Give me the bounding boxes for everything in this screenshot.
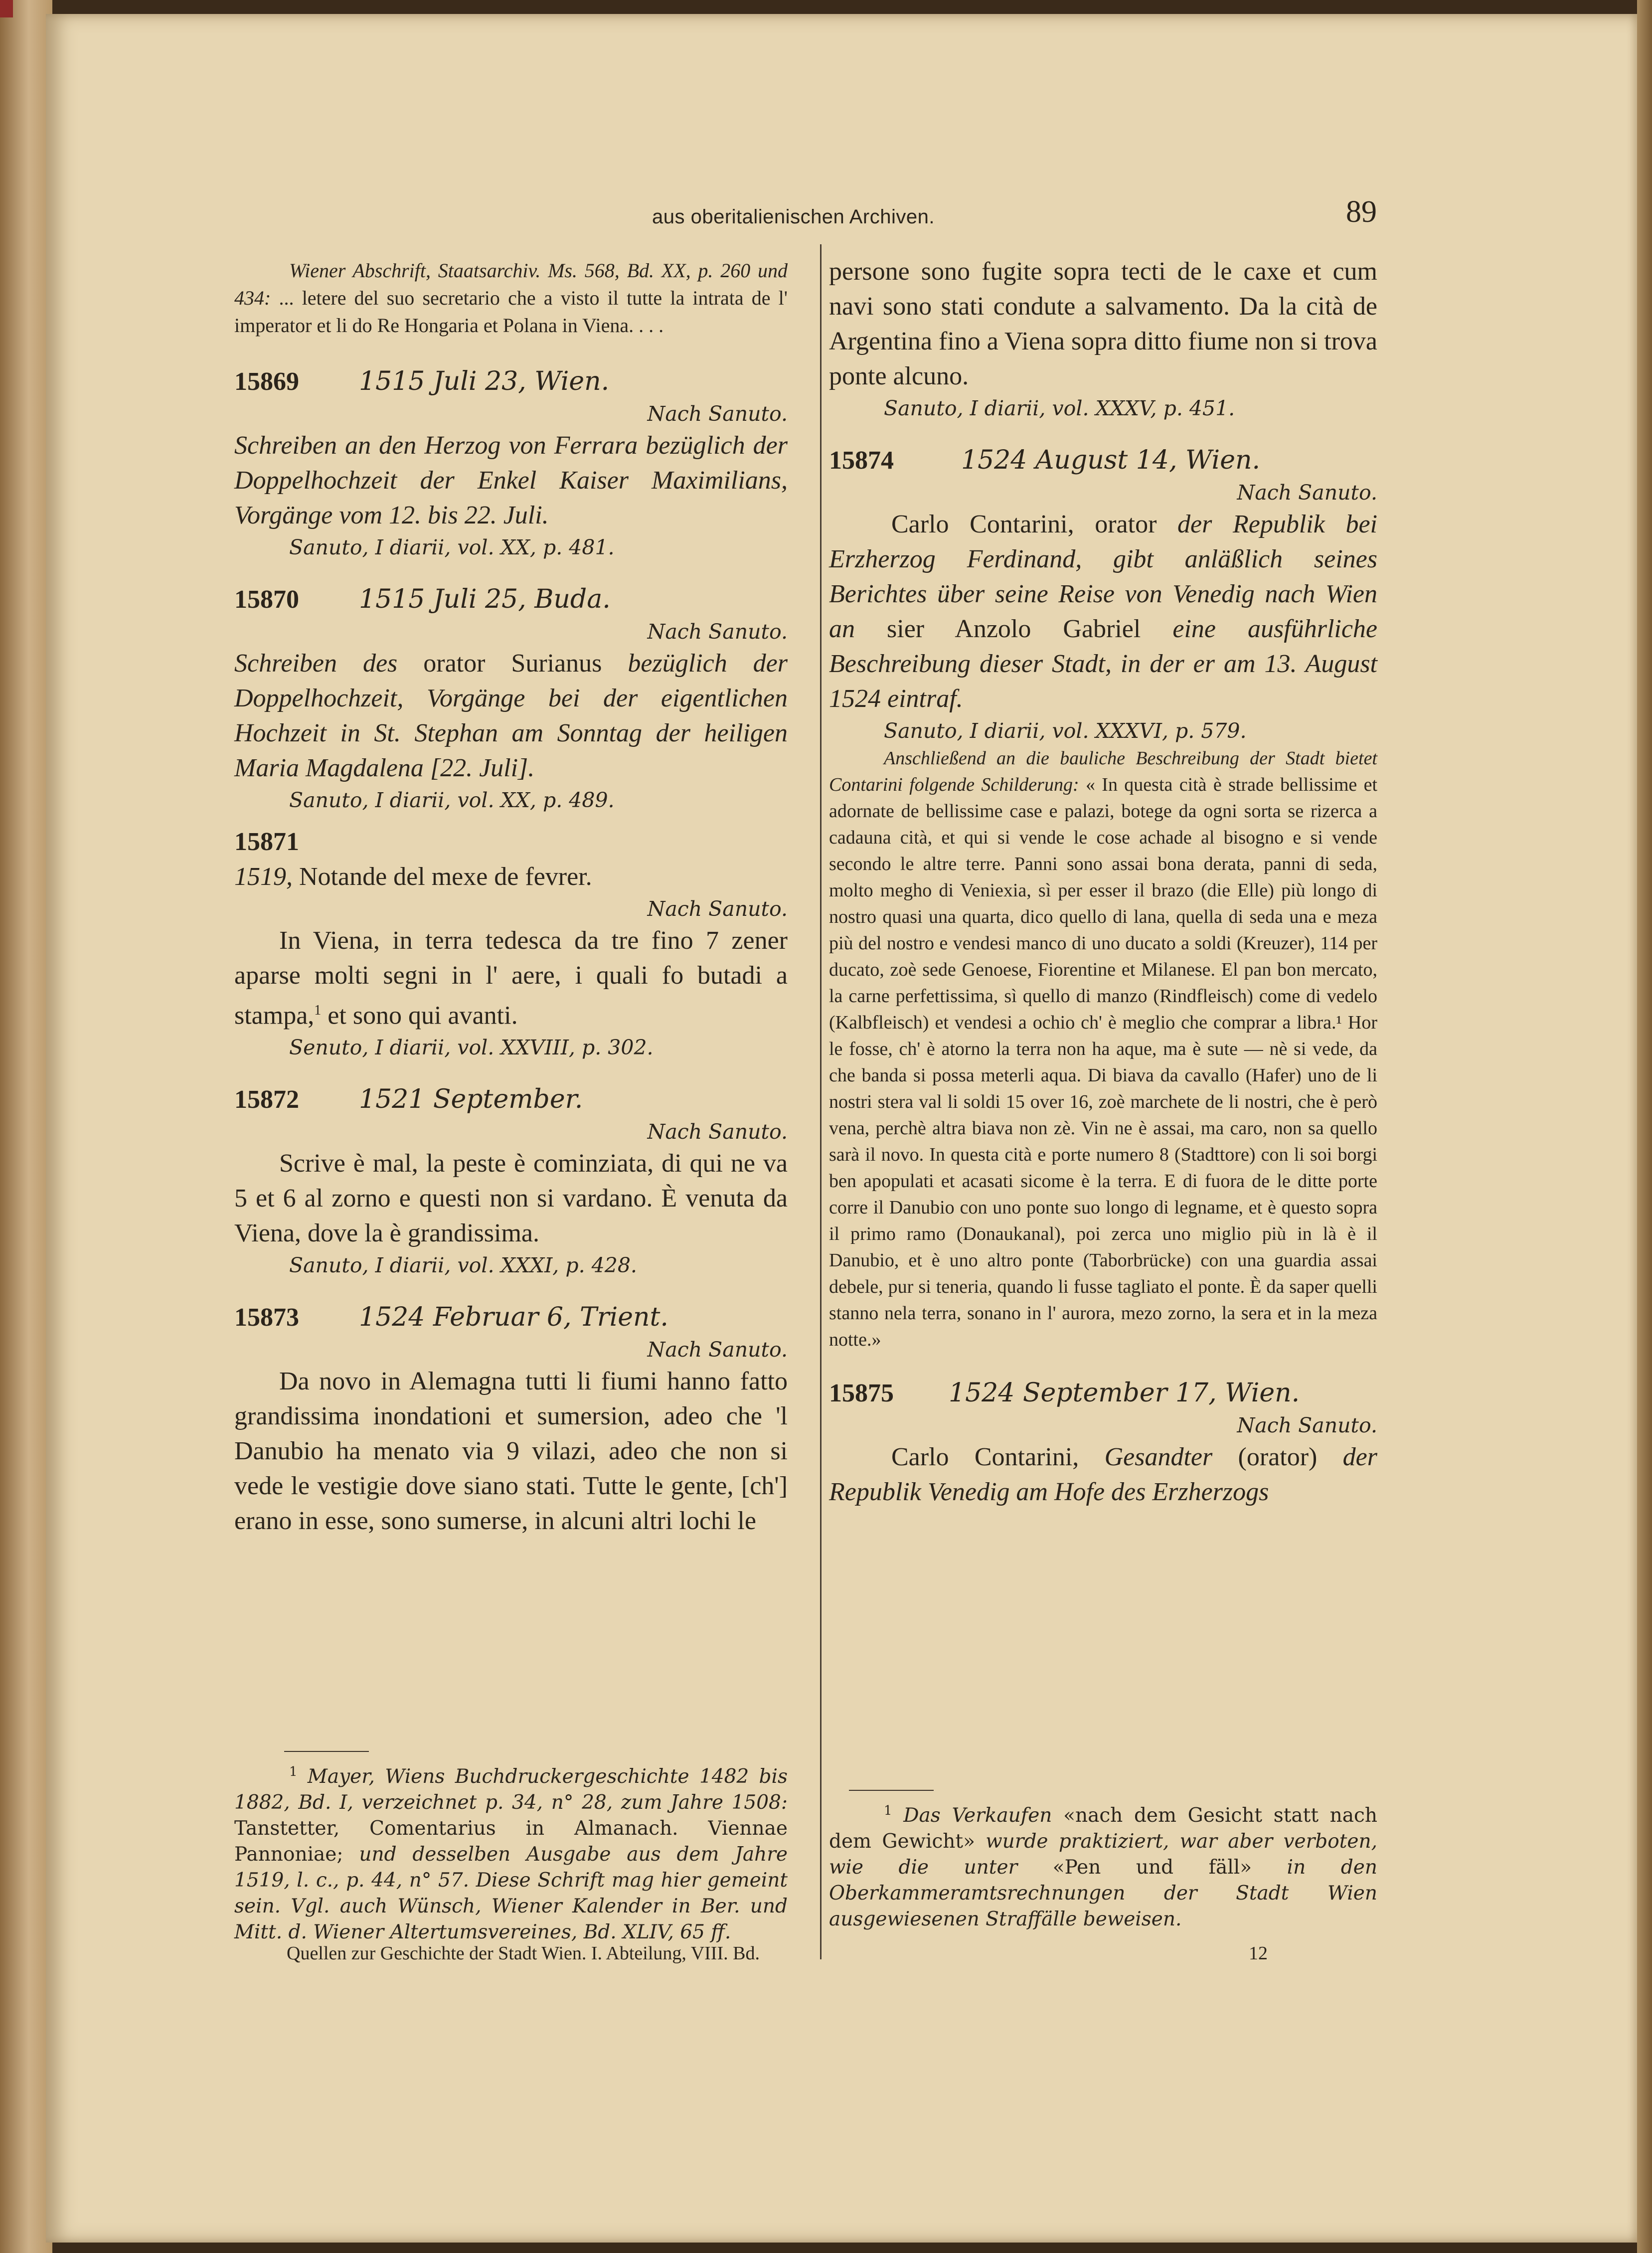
entry-header (234, 1300, 788, 1335)
source-note: Nach Sanuto. (647, 897, 788, 921)
adjacent-page-edge (0, 0, 52, 2253)
entry-header (829, 1376, 1377, 1411)
entry-body: Schreiben des orator Surianus bezüglich der Doppelhochzeit, Vorgänge bei der eigentlichen Hochzeit in St. Stephan am Sonntag der heiligen Maria Magdalena [22. Juli]. (234, 649, 788, 782)
footnote-text: $^1$ Mayer, Wiens Buchdruckergeschichte 1482 bis 1882, Bd. I, verzeichnet p. 34, n° 28, zum Jahre 1508: Tanstetter, Comentarius in Almanach. Viennae Pannoniae; und desselben Ausgabe aus dem Jahre 1519, l. c., p. 44, n° 57. Diese Schrift mag hier gemeint sein. Vgl. auch Wünsch, Wiener Kalender in Ber. und Mitt. d. Wiener Altertumsvereines, Bd. XLIV, 65 ff. (234, 1764, 788, 1943)
reference: Sanuto, I diarii, vol. XX, p. 481. (289, 535, 615, 559)
entry-number: 15875 (829, 1379, 894, 1407)
footnote-mark: 1 (314, 1003, 322, 1018)
entry-date: 1515 Juli 25, Buda. (359, 584, 611, 614)
signature-mark: 12 (1249, 1943, 1268, 1964)
reference: Sanuto, I diarii, vol. XXXVI, p. 579. (884, 719, 1247, 743)
entry-body: Da novo in Alemagna tutti li fiumi hanno fatto grandissima inondationi et sumersion, adeo che 'l Danubio ha menato via 9 vilazi, adeo che non si vede le vestigie dove siano stati. Tutte le gente, [ch'] erano in esse, sono sumerse, in alcuni altri lochi le (234, 1367, 788, 1536)
entry-number: 15871 (234, 828, 299, 856)
entry-number: 15870 (234, 585, 299, 614)
source-note: Nach Sanuto. (1237, 1413, 1377, 1437)
reference: Sanuto, I diarii, vol. XX, p. 489. (289, 788, 615, 812)
continuation-text: persone sono fugite sopra tecti de le caxe et cum navi sono stati condute a salvamento. Da la cità de Argentina fino a Viena sopra ditto fiume non si trova ponte alcuno. (829, 257, 1377, 390)
entry-date: 1515 Juli 23, Wien. (359, 366, 610, 396)
footnote-rule (284, 1751, 369, 1752)
description-quote: Anschließend an die bauliche Beschreibung der Stadt bietet Contarini folgende Schilderung: « In questa cità è strade bellissime et adornate de bellissime case e palazi, botege da ogni sorta se rizerca a cadauna cità, et qui si vende le cose achade al bisogno e si vende secondo le altre terre. Panni sono assai bona derata, panni di seda, molto megho di Veniexia, sì per esser il brazo (die Elle) più longo di nostro quasi una quarta, dico quello di lana, quella di seda una e meza più del nostro e vendesi manco di uno ducato a soldi (Kreuzer), 114 per ducato, zoè sede Genoese, Fiorentine et Milanese. El pan bon mercato, la carne perfettissima, sì quello di manzo (Rindfleisch) come di vedelo (Kalbfleisch) et vendesi a ochio ch' è meglio che comprar a libra.¹ Hor le fosse, ch' è atorno la terra non ha aque, ma è sute — nè si vede, da che banda si possa meterli aqua. Di biava da cavallo (Hafer) uno de li nostri stera val li soldi 15 over 16, zoè marchete de li nostri, che è però vena, perchè altra biava non zè. Vin ne è assai, ma caro, non sa quello sarà il novo. In questa cità e porte numero 8 (Stadttore) con li soi borgi ben apopulati et acasati sicome è la terra. E di fuora de le ditte porte corre il Danubio con uno ponte suo longo di legname, et è questo sopra il primo ramo (Donaukanal), poi zerca uno miglio più in là è il Danubio, et è uno altro ponte (Taborbrücke) con una guardia assai debele, pur si teneria, quando li fusse tagliato el ponte. È da saper quelli stanno nela terra, sonano in l' aurora, mezo zorno, la sera et in la meza notte.» (829, 748, 1378, 1350)
entry-date: 1524 Februar 6, Trient. (359, 1302, 668, 1333)
entry-body: Carlo Contarini, Gesandter (orator) der Republik Venedig am Hofe des Erzherzogs (829, 1443, 1377, 1506)
reference: Sanuto, I diarii, vol. XXXV, p. 451. (884, 396, 1235, 420)
source-note: Nach Sanuto. (647, 1120, 788, 1144)
entry-date: 1521 September. (359, 1084, 583, 1115)
entry-header (234, 582, 788, 617)
ribbon-marker (0, 0, 13, 17)
entry-date: 1519, Notande del mexe de fevrer. (234, 863, 592, 891)
source-note: Nach Sanuto. (647, 1338, 788, 1362)
entry-header (829, 443, 1377, 478)
entry-header (234, 825, 788, 860)
right-column (829, 254, 1377, 1510)
entry-number: 15872 (234, 1085, 299, 1114)
entry-body: In Viena, in terra tedesca da tre fino 7 zener aparse molti segni in l' aere, i quali fo butadi a stampa,$^1$ et sono qui avanti. (234, 926, 788, 1030)
reference: Senuto, I diarii, vol. XXVIII, p. 302. (289, 1036, 654, 1060)
bottom-line: Quellen zur Geschichte der Stadt Wien. I. Abteilung, VIII. Bd. (287, 1943, 760, 1964)
entry-date: 1524 August 14, Wien. (961, 445, 1260, 475)
intro-note: Wiener Abschrift, Staatsarchiv. Ms. 568, Bd. XX, p. 260 und 434: ... letere del suo secretario che a visto il tutte la intrata de l' imperator et li do Re Hongaria et Polana in Viena. . . . (234, 259, 788, 337)
running-title: aus oberitalienischen Archiven. (652, 206, 935, 228)
right-footnote (829, 1790, 1377, 1932)
footnote-text: $^1$ Das Verkaufen «nach dem Gesicht statt nach dem Gewicht» wurde praktiziert, war aber verboten, wie die unter «Pen und fäll» in den Oberkammeramtsrechnungen der Stadt Wien ausgewiesenen Straffälle beweisen. (829, 1803, 1378, 1930)
entry-number: 15869 (234, 367, 299, 396)
entry-header (234, 364, 788, 399)
entry-body: Scrive è mal, la peste è cominziata, di qui ne va 5 et 6 al zorno e questi non si vardano. È venuta da Viena, dove la è grandissima. (234, 1149, 788, 1248)
left-footnote (234, 1751, 788, 1945)
source-note: Nach Sanuto. (1237, 481, 1377, 505)
reference: Sanuto, I diarii, vol. XXXI, p. 428. (289, 1253, 637, 1278)
entry-body: Carlo Contarini, orator der Republik bei Erzherzog Ferdinand, gibt anläßlich seines Berichtes über seine Reise von Venedig nach Wien an sier Anzolo Gabriel eine ausführliche Beschreibung dieser Stadt, in der er am 13. August 1524 eintraf. (829, 510, 1377, 713)
footnote-rule (849, 1790, 934, 1791)
source-note: Nach Sanuto. (647, 620, 788, 644)
left-column (234, 257, 788, 1539)
entry-body: Schreiben an den Herzog von Ferrara bezüglich der Doppelhochzeit der Enkel Kaiser Maximilians, Vorgänge vom 12. bis 22. Juli. (234, 431, 788, 529)
entry-number: 15874 (829, 446, 894, 475)
entry-header (234, 1082, 788, 1117)
column-divider (820, 244, 822, 1959)
page-number: 89 (1346, 195, 1377, 229)
page-edge-right (1637, 0, 1652, 2253)
entry-date: 1524 September 17, Wien. (949, 1378, 1300, 1408)
source-note: Nach Sanuto. (647, 402, 788, 426)
entry-number: 15873 (234, 1303, 299, 1332)
